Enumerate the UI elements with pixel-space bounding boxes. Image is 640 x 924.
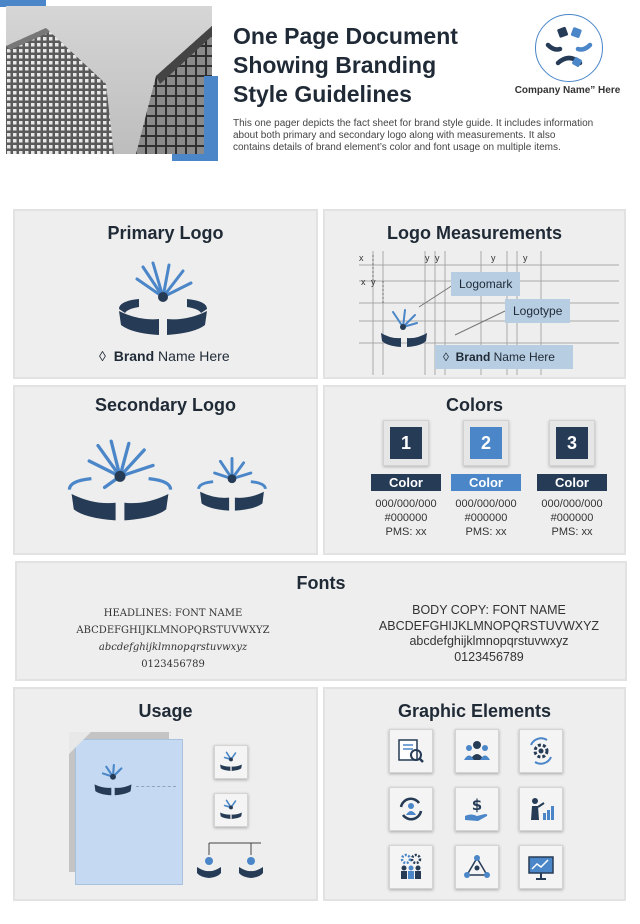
measurement-brand-name: ◊ Brand Name Here [435,345,573,369]
body-font-sample: BODY COPY: FONT NAME ABCDEFGHIJKLMNOPQRSTUVWXYZ abcdefghijklmnopqrstuvwxyz 0123456789 [378,603,600,664]
usage-page-rule [136,786,176,787]
document-search-icon [396,736,426,766]
dim-y-1: y [425,253,430,263]
building-photo [6,6,212,154]
graphic-tile-2 [455,729,499,773]
gear-cycle-icon [526,736,556,766]
graphic-tile-9 [519,845,563,889]
dollar-hand-icon [462,794,492,824]
description-line-1: This one pager depicts the fact sheet for brand style guide. It includes information [233,118,594,129]
color-info-2: 000/000/000 #000000 PMS: xx [455,498,517,538]
graphic-tile-3 [519,729,563,773]
page-description [233,118,623,154]
logomark-label: Logomark [451,272,520,296]
title-line-3: Style Guidelines [233,81,412,107]
dim-y-3: y [491,253,496,263]
network-triangle-icon [462,852,492,882]
primary-logo-title: Primary Logo [107,223,224,243]
title-line-1: One Page Document [233,23,458,49]
presenter-chart-icon [526,794,556,824]
color-number-1: 1 [390,427,422,459]
dim-y-left: y [371,277,376,287]
color-label-2: Color [451,474,521,491]
color-info-1: 000/000/000 #000000 PMS: xx [375,498,437,538]
color-swatch-1 [383,420,429,466]
secondary-logo-title: Secondary Logo [94,395,237,415]
page-title [233,22,503,109]
graphic-tile-4 [389,787,433,831]
color-swatch-2 [463,420,509,466]
usage-card-1 [214,745,248,779]
dim-y-2: y [435,253,440,263]
description-line-3: contains details of brand element’s color and font usage on multiple items. [233,142,561,153]
usage-card-2 [214,793,248,827]
company-name: Company Name” Here [514,85,621,96]
secondary-logo-large-icon [65,439,175,527]
usage-card-logo-icon [215,746,247,778]
usage-panel [13,687,318,901]
refresh-person-icon [396,794,426,824]
usage-lanyard-icon [195,841,275,881]
description-line-2: about both primary and secondary logo along with measurements. It also [233,130,556,141]
graphic-tile-8 [455,845,499,889]
graphic-tile-1 [389,729,433,773]
graphic-tile-5 [455,787,499,831]
color-swatch-3 [549,420,595,466]
graphic-tile-7 [389,845,433,889]
colors-title: Colors [445,395,503,415]
primary-logo-panel [13,209,318,379]
graphic-tile-6 [519,787,563,831]
colors-panel [323,385,626,555]
dim-y-4: y [523,253,528,263]
color-info-3: 000/000/000 #000000 PMS: xx [541,498,603,538]
company-logo-icon [535,14,603,82]
primary-brand-logo-icon [113,261,213,341]
header-photo-block [0,0,220,162]
dim-x-left: x [361,277,366,287]
usage-letterhead-page [75,739,183,885]
svg-text:$: $ [471,796,483,814]
logotype-label: Logotype [505,299,570,323]
headline-font-sample: HEADLINES: FONT NAME ABCDEFGHIJKLMNOPQRSTUVWXYZ abcdefghijklmnopqrstuvwxyz 0123456789 [76,608,270,670]
color-number-2: 2 [470,427,502,459]
photo-accent-bottom [172,154,218,161]
fonts-panel [15,561,627,681]
graphic-elements-panel [323,687,626,901]
team-gears-icon [396,852,426,882]
photo-accent-right [204,76,218,160]
color-number-3: 3 [556,427,588,459]
usage-card-logo-icon [215,794,247,826]
usage-page-logo-icon [92,764,134,798]
color-label-1: Color [371,474,441,491]
team-icon [462,736,492,766]
primary-brand-name: ◊ Brand Name Here [99,348,230,364]
usage-title: Usage [138,701,193,721]
title-line-2: Showing Branding [233,52,437,78]
secondary-logo-small-icon [195,457,269,515]
secondary-logo-panel [13,385,318,555]
color-label-3: Color [537,474,607,491]
graphic-elements-title: Graphic Elements [397,701,552,721]
logo-measurements-panel [323,209,626,379]
fonts-title: Fonts [296,573,346,593]
logo-measurements-title: Logo Measurements [386,223,563,243]
dim-x-top: x [359,253,364,263]
presentation-board-icon [526,852,556,882]
